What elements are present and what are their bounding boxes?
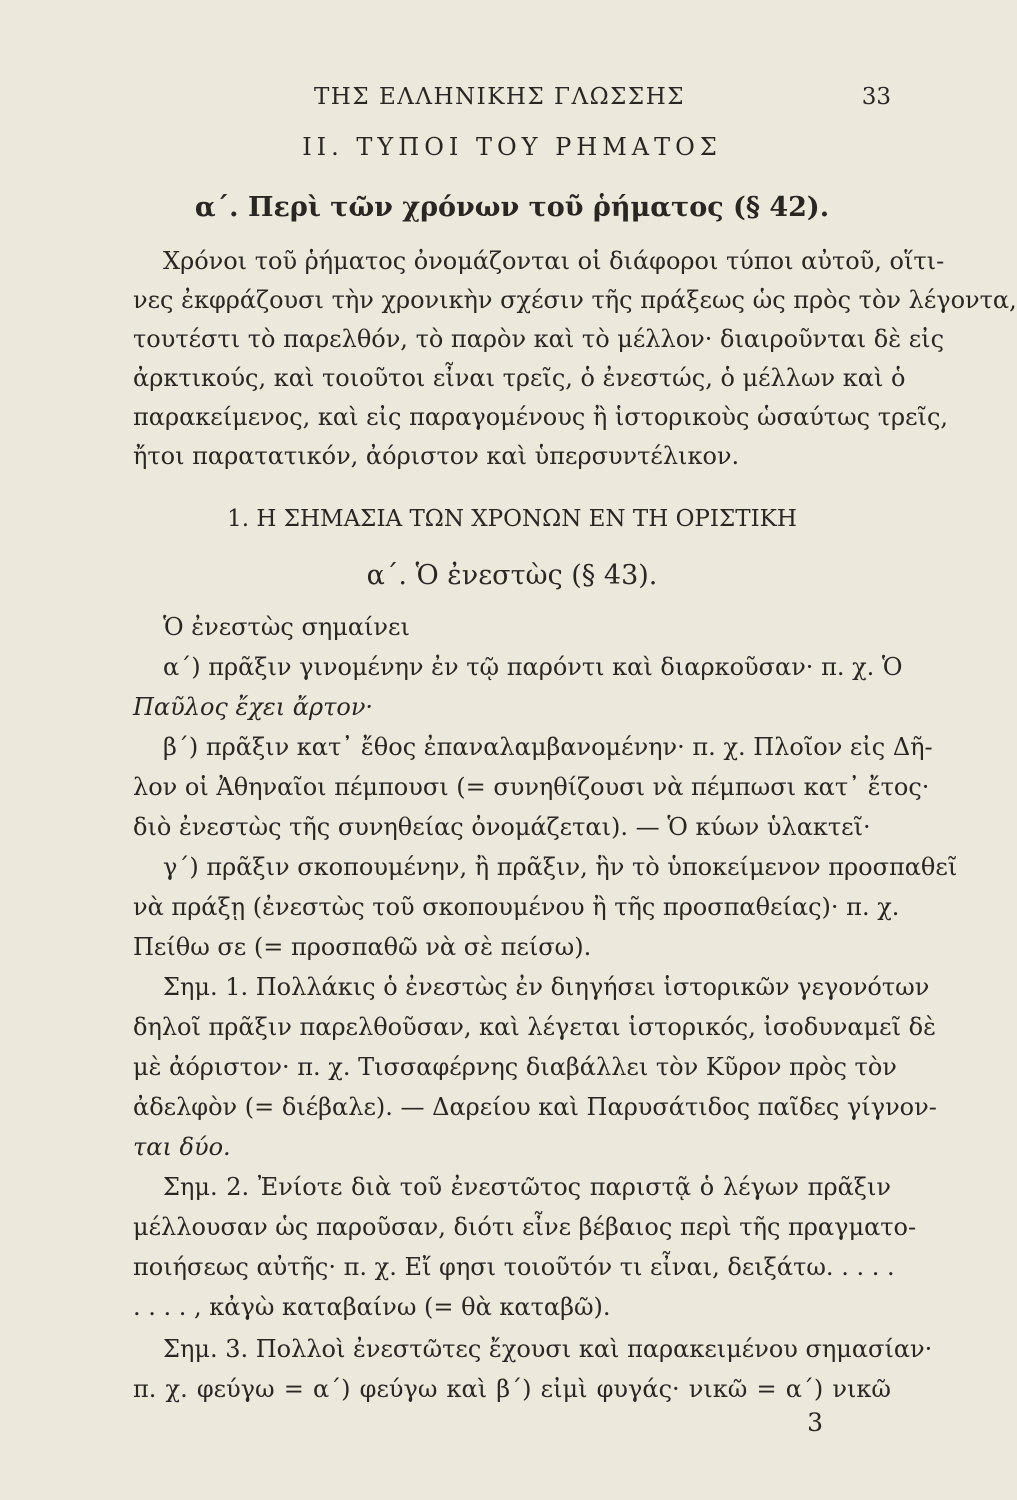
note-line: Σημ. 3. Πολλοὶ ἐνεστῶτες ἔχουσι καὶ παρακειμένου σημασίαν· <box>163 1335 933 1363</box>
part-heading: II. ΤΥΠΟΙ ΤΟΥ ΡΗΜΑΤΟΣ <box>302 133 722 161</box>
note-line: μὲ ἀόριστον· π. χ. Τισσαφέρνης διαβάλλει τὸν Κῦρον πρὸς τὸν <box>133 1053 897 1081</box>
note-line: . . . . , κἀγὼ καταβαίνω (= θὰ καταβῶ). <box>133 1293 611 1321</box>
body-line: νες ἐκφράζουσι τὴν χρονικὴν σχέσιν τῆς πράξεως ὡς πρὸς τὸν λέγοντα, <box>133 286 1017 314</box>
body-line: τουτέστι τὸ παρελθόν, τὸ παρὸν καὶ τὸ μέλλον· διαιροῦνται δὲ εἰς <box>133 325 945 353</box>
subsection-heading-present: α΄. Ὁ ἐνεστὼς (§ 43). <box>366 560 658 591</box>
body-line: διὸ ἐνεστὼς τῆς συνηθείας ὀνομάζεται). — Ὁ κύων ὑλακτεῖ· <box>133 813 871 841</box>
body-line: α΄) πρᾶξιν γινομένην ἐν τῷ παρόντι καὶ διαρκοῦσαν· π. χ. Ὁ <box>163 653 903 681</box>
subsection-heading-tenses: α΄. Περὶ τῶν χρόνων τοῦ ῥήματος (§ 42). <box>194 192 830 223</box>
body-line: ἀρκτικούς, καὶ τοιοῦτοι εἶναι τρεῖς, ὁ ἐνεστώς, ὁ μέλλων καὶ ὁ <box>133 364 906 392</box>
body-line: Χρόνοι τοῦ ῥήματος ὀνομάζονται οἱ διάφοροι τύποι αὐτοῦ, οἵτι- <box>163 247 945 275</box>
body-line: νὰ πράξῃ (ἐνεστὼς τοῦ σκοπουμένου ἢ τῆς προσπαθείας)· π. χ. <box>133 893 900 921</box>
body-line: β΄) πρᾶξιν κατ᾽ ἔθος ἐπαναλαμβανομένην· π. χ. Πλοῖον εἰς Δῆ- <box>163 733 933 761</box>
note-line: δηλοῖ πρᾶξιν παρελθοῦσαν, καὶ λέγεται ἱστορικός, ἰσοδυναμεῖ δὲ <box>133 1013 936 1041</box>
note-line: ἀδελφὸν (= διέβαλε). — Δαρείου καὶ Παρυσάτιδος παῖδες γίγνον- <box>133 1093 937 1121</box>
body-line: παρακείμενος, καὶ εἰς παραγομένους ἢ ἱστορικοὺς ὡσαύτως τρεῖς, <box>133 403 949 431</box>
page-number: 33 <box>861 84 891 110</box>
body-line: γ΄) πρᾶξιν σκοπουμένην, ἢ πρᾶξιν, ἣν τὸ ὑποκείμενον προσπαθεῖ <box>163 853 958 881</box>
body-line: ἤτοι παρατατικόν, ἀόριστον καὶ ὑπερσυντέλικον. <box>133 442 740 470</box>
section-heading: 1. Η ΣΗΜΑΣΙΑ ΤΩΝ ΧΡΟΝΩΝ ΕΝ ΤΗ ΟΡΙΣΤΙΚΗ <box>227 506 797 532</box>
body-line: λον οἱ Ἀθηναῖοι πέμπουσι (= συνηθίζουσι νὰ πέμπωσι κατ᾽ ἔτος· <box>133 773 930 801</box>
note-line: Σημ. 1. Πολλάκις ὁ ἐνεστὼς ἐν διηγήσει ἱστορικῶν γεγονότων <box>163 973 930 1001</box>
running-title: ΤΗΣ ΕΛΛΗΝΙΚΗΣ ΓΛΩΣΣΗΣ <box>313 84 686 110</box>
note-line: π. χ. φεύγω = α΄) φεύγω καὶ β΄) εἰμὶ φυγάς· νικῶ = α΄) νικῶ <box>133 1375 891 1403</box>
note-line: ται δύο. <box>133 1133 231 1161</box>
signature-number: 3 <box>807 1408 823 1437</box>
note-line: μέλλουσαν ὡς παροῦσαν, διότι εἶνε βέβαιος περὶ τῆς πραγματο- <box>133 1213 917 1241</box>
note-line: ποιήσεως αὐτῆς· π. χ. Εἴ φησι τοιοῦτόν τι εἶναι, δειξάτω. . . . . <box>133 1253 895 1281</box>
note-line: Σημ. 2. Ἐνίοτε διὰ τοῦ ἐνεστῶτος παριστᾷ ὁ λέγων πρᾶξιν <box>163 1173 891 1201</box>
body-line: Πείθω σε (= προσπαθῶ νὰ σὲ πείσω). <box>133 933 592 961</box>
body-line: Παῦλος ἔχει ἄρτον· <box>133 693 374 721</box>
body-line: Ὁ ἐνεστὼς σημαίνει <box>163 613 410 641</box>
